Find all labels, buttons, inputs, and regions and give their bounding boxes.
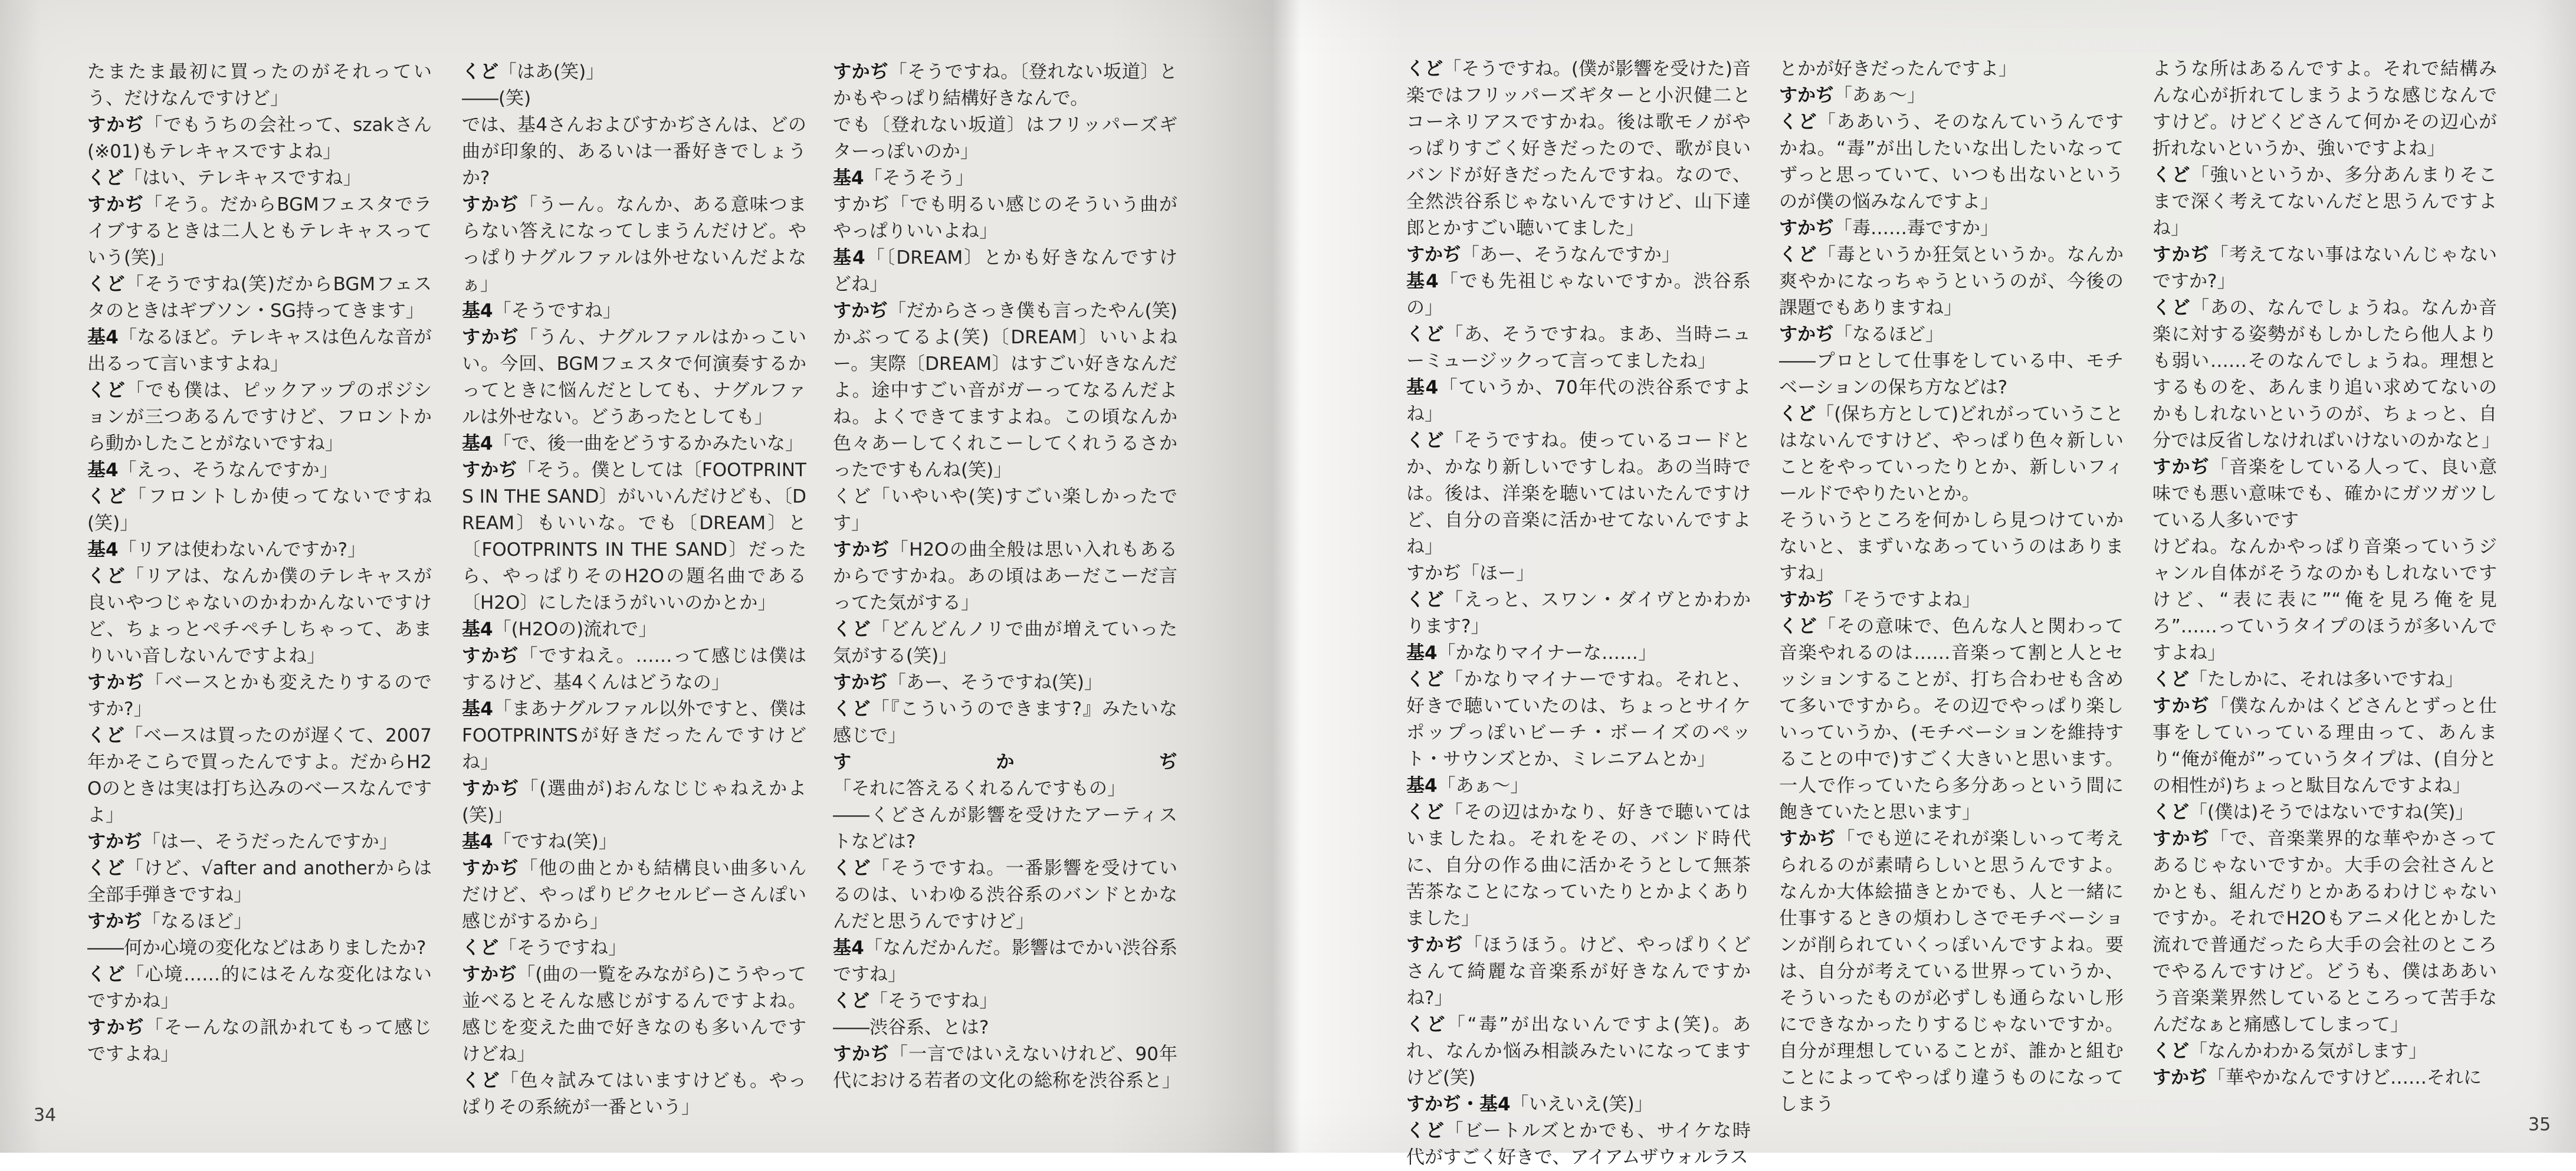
speaker-name: 基4 xyxy=(833,937,864,959)
text-column-right-2 xyxy=(1779,56,2124,1118)
dialogue-paragraph: 基4「かなりマイナーな……」 xyxy=(1406,642,1656,664)
dialogue-paragraph: くど「はい、テレキャスですね」 xyxy=(87,168,362,189)
speaker-name: すかぢ xyxy=(462,460,517,481)
dialogue-paragraph: くど「心境……的にはそんな変化はないですかね」 xyxy=(87,964,432,1012)
dialogue-paragraph: くど「たしかに、それは多いですね」 xyxy=(2152,669,2463,690)
speaker-name: くど xyxy=(1406,324,1445,345)
interviewer-line: ――くどさんが影響を受けたアーティストなどは? xyxy=(833,805,1177,852)
dialogue-paragraph: すかぢ「うーん。なんか、ある意味つまらない答えになってしまうんだけど。やっぱりナグルファルは外せないんだよなぁ」 xyxy=(462,194,807,295)
speaker-name: くど xyxy=(2152,1041,2189,1062)
speaker-name: くど xyxy=(2152,669,2189,690)
dialogue-paragraph: くど「フロントしか使ってないですね(笑)」 xyxy=(87,486,432,534)
speaker-name: すかぢ xyxy=(2152,244,2210,265)
dialogue-paragraph: くど「リアは、なんか僕のテレキャスが良いやつじゃないのかわかんないですけど、ちょっとペチペチしちゃって、あまりいい音しないんですよね」 xyxy=(87,566,432,667)
dialogue-paragraph: すかぢ「それに答えるくれるんですもの」 xyxy=(833,752,1177,799)
interviewer-line: ――何か心境の変化などはありましたか? xyxy=(87,937,426,959)
speaker-name: すかぢ xyxy=(1406,563,1461,584)
dialogue-paragraph: すかぢ「(曲の一覧をみながら)こうやって並べるとそんな感じがするんですよね。感じを変えた曲で好きなのも多いんですけどね」 xyxy=(462,964,807,1065)
dialogue-paragraph: すかぢ「ベースとかも変えたりするのですか?」 xyxy=(87,672,432,720)
speaker-name: すかぢ xyxy=(87,672,145,693)
speaker-name: すかぢ xyxy=(87,1017,145,1038)
speaker-name: くど xyxy=(87,168,124,189)
continuation-paragraph: そういうところを何かしら見つけていかないと、まずいなあっていうのはありますね」 xyxy=(1779,510,2124,584)
speaker-name: すかぢ xyxy=(833,300,888,322)
dialogue-paragraph: くど「その辺はかなり、好きで聴いてはいましたね。それをその、バンド時代に、自分の作る曲に活かそうとして無茶苦茶なことになっていたりとかよくありました」 xyxy=(1406,802,1751,929)
dialogue-paragraph: くど「そうですね。(僕が影響を受けた)音楽ではフリッパーズギターと小沢健二とコーネリアスですかね。後は歌モノがやっぱりすごく好きだったので、歌が良いバンドが好きだったんですね。なので、全然渋谷系じゃないんですけど、山下達郎とかすごい聴いてました」 xyxy=(1406,58,1751,239)
dialogue-paragraph: すかぢ「ほー」 xyxy=(1406,563,1534,584)
speaker-name: くど xyxy=(833,858,872,879)
speaker-name: すかぢ xyxy=(87,911,142,932)
dialogue-paragraph: すかぢ「なるほど」 xyxy=(1779,324,1944,345)
dialogue-paragraph: くど「ビートルズとかでも、サイケな時代がすごく好きで、アイアムザウォルラス xyxy=(1406,1120,1751,1168)
speaker-name: 基4 xyxy=(1406,377,1439,398)
speaker-name: 基4 xyxy=(1406,642,1438,664)
speaker-name: くど xyxy=(462,61,498,83)
speaker-name: すかぢ xyxy=(1779,85,1834,106)
dialogue-paragraph: くど「(保ち方として)どれがっていうことはないんですけど、やっぱり色々新しいことをやっていったりとか、新しいフィールドでやりたいとか。 xyxy=(1779,404,2124,504)
dialogue-paragraph: 基4「で、後一曲をどうするかみたいな」 xyxy=(462,433,803,454)
dialogue-paragraph: くど「(僕は)そうではないですね(笑)」 xyxy=(2152,802,2474,823)
dialogue-paragraph: くど「そうですね。一番影響を受けているのは、いわゆる渋谷系のバンドとかなんだと思うんですけど」 xyxy=(833,858,1178,932)
dialogue-paragraph: 基4「ですね(笑)」 xyxy=(462,831,617,852)
speaker-name: すかぢ xyxy=(462,645,520,667)
speaker-name: すかぢ xyxy=(833,539,890,560)
dialogue-paragraph: くど「ベースは買ったのが遅くて、2007年かそこらで買ったんですよ。だからH2Oのときは実は打ち込みのベースなんですよ」 xyxy=(87,725,432,826)
speaker-name: くど xyxy=(1406,669,1445,690)
dialogue-paragraph: 基4「まあナグルファル以外ですと、僕はFOOTPRINTSが好きだったんですけどね」 xyxy=(462,698,806,773)
speaker-name: すかぢ xyxy=(2152,1067,2207,1088)
speaker-name: すかぢ xyxy=(462,858,520,879)
dialogue-paragraph: くど「ああいう、そのなんていうんですかね。“毒”が出したいな出したいなってずっと思っていて、いつも出ないというのが僕の悩みなんですよ」 xyxy=(1779,111,2124,212)
speaker-name: くど xyxy=(1779,404,1816,425)
speaker-name: くど xyxy=(462,937,498,959)
dialogue-paragraph: くど「あの、なんでしょうね。なんか音楽に対する姿勢がもしかしたら他人よりも弱い……そのなんでしょうね。理想とするものを、あんまり追い求めてないのかもしれないというのが、ちょっと、自分では反省しなければいけないのかなと」 xyxy=(2152,297,2500,451)
continuation-paragraph: でも〔登れない坂道〕はフリッパーズギターっぽいのか」 xyxy=(833,114,1177,162)
speaker-name: すかぢ xyxy=(87,194,145,215)
dialogue-paragraph: くど「そうですね。使っているコードとか、かなり新しいですしね。あの当時では。後は、洋楽を聴いてはいたんですけど、自分の音楽に活かせてないんですよね」 xyxy=(1406,430,1751,557)
dialogue-paragraph: くど「かなりマイナーですね。それと、好きで聴いていたのは、ちょっとサイケポップっぽいビーチ・ボーイズのペット・サウンズとか、ミレニアムとか」 xyxy=(1406,669,1751,770)
dialogue-paragraph: 基4「そうそう」 xyxy=(833,168,974,189)
text-column-left-3 xyxy=(833,59,1180,1094)
dialogue-paragraph: すかぢ「あぁ〜」 xyxy=(1779,85,1925,106)
speaker-name: くど xyxy=(87,964,126,985)
speaker-name: すかぢ xyxy=(462,778,520,799)
dialogue-paragraph: くど「そうですね」 xyxy=(833,990,997,1012)
dialogue-paragraph: すかぢ「なるほど」 xyxy=(87,911,252,932)
speaker-name: くど xyxy=(1406,430,1445,451)
speaker-name: すかぢ xyxy=(1779,589,1834,611)
dialogue-paragraph: すかぢ「他の曲とかも結構良い曲多いんだけど、やっぱりピクセルビーさんぽい感じがするから」 xyxy=(462,858,807,932)
dialogue-paragraph: すかぢ「でもうちの会社って、szakさん(※01)もテレキャスですよね」 xyxy=(87,114,432,162)
speaker-name: すかぢ xyxy=(87,831,142,852)
speaker-name: すかぢ xyxy=(833,752,1177,773)
dialogue-paragraph: くど「そうですね」 xyxy=(462,937,626,959)
dialogue-paragraph: すかぢ「でも逆にそれが楽しいって考えられるのが素晴らしいと思うんですよ。なんか大体絵描きとかでも、人と一緒に仕事するときの煩わしさでモチベーションが削られていくっぽいんですよね。要は、自分が考えている世界っていうか、そういったものが必ずしも通らないし形にできなかったりするじゃないですか。自分が理想していることが、誰かと組むことによってやっぱり違うものになってしまう xyxy=(1779,828,2124,1115)
dialogue-paragraph: くど「あ、そうですね。まあ、当時ニューミュージックって言ってましたね」 xyxy=(1406,324,1751,372)
speaker-name: くど xyxy=(1406,802,1445,823)
speaker-name: すかぢ xyxy=(87,114,145,136)
dialogue-paragraph: くど「“毒”が出ないんですよ(笑)。あれ、なんか悩み相談みたいになってますけど(笑) xyxy=(1406,1014,1751,1088)
speaker-name: すかぢ xyxy=(1779,828,1837,849)
speaker-name: くど xyxy=(833,990,869,1012)
interviewer-line: ――(笑) xyxy=(462,88,531,109)
speaker-name: くど xyxy=(87,566,126,587)
dialogue-paragraph: すかぢ「毒……毒ですか」 xyxy=(1779,218,1999,239)
continuation-paragraph: たまたま最初に買ったのがそれっていう、だけなんですけど」 xyxy=(87,61,432,109)
dialogue-paragraph: すかぢ「そうですね。〔登れない坂道〕とかもやっぱり結構好きなんで。 xyxy=(833,61,1177,109)
dialogue-paragraph: 基4「ていうか、70年代の渋谷系ですよね」 xyxy=(1406,377,1751,425)
speaker-name: くど xyxy=(87,858,126,879)
dialogue-paragraph: 基4「〔DREAM〕とかも好きなんですけどね」 xyxy=(833,247,1177,295)
speaker-name: くど xyxy=(1406,589,1445,611)
dialogue-paragraph: すかぢ「音楽をしている人って、良い意味でも悪い意味でも、確かにガツガツしている人多いです xyxy=(2152,457,2497,531)
speaker-name: 基4 xyxy=(462,698,493,720)
speaker-name: 基4 xyxy=(1406,271,1439,292)
speaker-name: 基4 xyxy=(462,619,493,640)
dialogue-paragraph: くど「えっと、スワン・ダイヴとかわかります?」 xyxy=(1406,589,1751,637)
dialogue-paragraph: 基4「そうですね」 xyxy=(462,300,621,322)
continuation-paragraph: けどね。なんかやっぱり音楽っていうジャンル自体がそうなのかもしれないですけど、“表に表に”“俺を見ろ俺を見ろ”……っていうタイプのほうが多いんですよね」 xyxy=(2152,536,2497,664)
dialogue-paragraph: すかぢ「(選曲が)おんなじじゃねえかよ(笑)」 xyxy=(462,778,806,826)
speaker-name: くど xyxy=(833,486,872,507)
speaker-name: くど xyxy=(1406,1014,1447,1035)
dialogue-paragraph: すかぢ「あー、そうですね(笑)」 xyxy=(833,672,1102,693)
text-column-right-3 xyxy=(2152,56,2500,1091)
dialogue-paragraph: くど「そうですね(笑)だからBGMフェスタのときはギブソン・SG持ってきます」 xyxy=(87,274,432,322)
dialogue-paragraph: すかぢ「だからさっき僕も言ったやん(笑)かぶってるよ(笑)〔DREAM〕いいよねー。実際〔DREAM〕はすごい好きなんだよ。途中すごい音がガーってなるんだよね。よくできてますよね。この頃なんか色々あーしてくれこーしてくれうるさかったですもんね(笑)」 xyxy=(833,300,1178,481)
speaker-name: くど xyxy=(1779,616,1818,637)
speaker-name: すかぢ・基4 xyxy=(1406,1094,1511,1115)
dialogue-paragraph: くど「でも僕は、ピックアップのポジションが三つあるんですけど、フロントから動かしたことがないですね」 xyxy=(87,380,432,454)
dialogue-paragraph: くど「毒というか狂気というか。なんか爽やかになっちゃうというのが、今後の課題でもありますね」 xyxy=(1779,244,2124,319)
dialogue-paragraph: すかぢ「ですねえ。……って感じは僕はするけど、基4くんはどうなの」 xyxy=(462,645,807,693)
dialogue-paragraph: くど「けど、√after and anotherからは全部手弾きですね」 xyxy=(87,858,432,906)
speaker-name: すかぢ xyxy=(1406,934,1464,956)
dialogue-paragraph: すかぢ「一言ではいえないけれど、90年代における若者の文化の総称を渋谷系と」 xyxy=(833,1044,1180,1091)
speaker-name: 基4 xyxy=(462,831,493,852)
speaker-name: くど xyxy=(1406,1120,1445,1142)
speaker-name: 基4 xyxy=(87,460,119,481)
interviewer-line: ――渋谷系、とは? xyxy=(833,1017,989,1038)
dialogue-paragraph: すかぢ「で、音楽業界的な華やかさってあるじゃないですか。大手の会社さんとかとも、組んだりとかあるわけじゃないですか。それでH2Oもアニメ化とかした流れで普通だったら大手の会社のところでやるんですけど。どうも、僕はああいう音楽業界然しているところって苦手なんだなぁと痛感してしまって」 xyxy=(2152,828,2497,1035)
dialogue-paragraph: すかぢ「あー、そうなんですか」 xyxy=(1406,244,1680,265)
dialogue-paragraph: 基4「なるほど。テレキャスは色んな音が出るって言いますよね」 xyxy=(87,327,432,375)
speaker-name: すかぢ xyxy=(1779,218,1834,239)
speaker-name: くど xyxy=(833,698,871,720)
speaker-name: すかぢ xyxy=(462,964,517,985)
speaker-name: 基4 xyxy=(462,433,493,454)
speaker-name: くど xyxy=(2152,297,2191,319)
dialogue-paragraph: くど「どんどんノリで曲が増えていった気がする(笑)」 xyxy=(833,619,1178,667)
speaker-name: すかぢ xyxy=(1406,244,1461,265)
dialogue-paragraph: すかぢ「そーんなの訊かれてもって感じですよね」 xyxy=(87,1017,432,1065)
speaker-name: 基4 xyxy=(462,300,493,322)
speaker-name: 基4 xyxy=(1406,775,1438,796)
dialogue-paragraph: 基4「なんだかんだ。影響はでかい渋谷系ですね」 xyxy=(833,937,1178,985)
speaker-name: くど xyxy=(87,274,126,295)
continuation-paragraph: ような所はあるんですよ。それで結構みんな心が折れてしまうような感じなんですけど。けどくどさんて何かその辺心が折れないというか、強いですよね」 xyxy=(2152,58,2497,159)
speaker-name: すかぢ xyxy=(2152,696,2210,717)
speaker-name: くど xyxy=(1779,244,1818,265)
speaker-name: くど xyxy=(462,1070,501,1091)
dialogue-paragraph: すかぢ「うん、ナグルファルはかっこいい。今回、BGMフェスタで何演奏するかってときに悩んだとしても、ナグルファルは外せない。どうあったとしても」 xyxy=(462,327,807,428)
text-column-left-2 xyxy=(462,59,806,1121)
speaker-name: すかぢ xyxy=(462,194,520,215)
dialogue-paragraph: 基4「でも先祖じゃないですか。渋谷系の」 xyxy=(1406,271,1751,319)
dialogue-paragraph: すかぢ・基4「いえいえ(笑)」 xyxy=(1406,1094,1653,1115)
speaker-name: すかぢ xyxy=(462,327,520,348)
speaker-name: 基4 xyxy=(833,168,864,189)
dialogue-paragraph: すかぢ「そう。僕としては〔FOOTPRINTS IN THE SAND〕がいいんだけども、〔DREAM〕もいいな。でも〔DREAM〕と〔FOOTPRINTS IN THE SAND〕だったら、やっぱりそのH2Oの題名曲である〔H2O〕にしたほうがいいのかとか」 xyxy=(462,460,806,614)
interviewer-line: ――プロとして仕事をしている中、モチベーションの保ち方などは? xyxy=(1779,350,2124,398)
page-number-left: 34 xyxy=(34,1105,57,1126)
dialogue-paragraph: 基4「あぁ〜」 xyxy=(1406,775,1529,796)
speaker-name: 基4 xyxy=(87,539,119,560)
text-column-left-1 xyxy=(87,59,432,1068)
dialogue-paragraph: すかぢ「でも明るい感じのそういう曲がやっぱりいいよね」 xyxy=(833,194,1178,242)
page-number-right: 35 xyxy=(2528,1114,2551,1135)
speaker-name: すかぢ xyxy=(2152,828,2210,849)
speaker-name: 基4 xyxy=(833,247,865,268)
speaker-name: くど xyxy=(2152,165,2191,186)
dialogue-paragraph: すかぢ「ほうほう。けど、やっぱりくどさんて綺麗な音楽系が好きなんですかね?」 xyxy=(1406,934,1751,1009)
dialogue-paragraph: すかぢ「H2Oの曲全般は思い入れもあるからですかね。あの頃はあーだこーだ言ってた気がする」 xyxy=(833,539,1177,614)
speaker-name: すかぢ xyxy=(833,672,888,693)
text-column-right-1 xyxy=(1406,56,1751,1171)
dialogue-paragraph: くど「強いというか、多分あんまりそこまで深く考えてないんだと思うんですよね」 xyxy=(2152,165,2498,239)
dialogue-paragraph: くど「色々試みてはいますけども。やっぱりその系統が一番という」 xyxy=(462,1070,807,1118)
dialogue-paragraph: くど「『こういうのできます?』みたいな感じで」 xyxy=(833,698,1178,746)
speaker-name: すかぢ xyxy=(2152,457,2210,478)
dialogue-paragraph: 基4「リアは使わないんですか?」 xyxy=(87,539,366,560)
speaker-name: くど xyxy=(1406,58,1443,80)
speaker-name: 基4 xyxy=(87,327,119,348)
dialogue-paragraph: すかぢ「考えてない事はないんじゃないですか?」 xyxy=(2152,244,2498,292)
dialogue-paragraph: すかぢ「はー、そうだったんですか」 xyxy=(87,831,398,852)
speaker-name: くど xyxy=(2152,802,2189,823)
dialogue-paragraph: すかぢ「僕なんかはくどさんとずっと仕事をしていっている理由って、あんまり“俺が俺が”っていうタイプは、(自分との相性が)ちょっと駄目なんですよね」 xyxy=(2152,696,2498,796)
speaker-name: くど xyxy=(833,619,872,640)
speaker-name: すかぢ xyxy=(833,61,889,83)
speaker-name: すかぢ xyxy=(833,1044,890,1065)
continuation-paragraph: とかが好きだったんですよ」 xyxy=(1779,58,2017,80)
dialogue-paragraph: くど「その意味で、色んな人と関わって音楽やれるのは……音楽って割と人とセッションすることが、打ち合わせも含めて多いですから。その辺でやっぱり楽しいっていうか、(モチベーションを維持することの中で)すごく大きいと思います。一人で作っていたら多分あっという間に飽きていたと思います」 xyxy=(1779,616,2124,823)
speaker-name: くど xyxy=(1779,111,1818,133)
dialogue-paragraph: 基4「えっ、そうなんですか」 xyxy=(87,460,338,481)
speaker-name: すかぢ xyxy=(833,194,891,215)
speaker-name: くど xyxy=(87,380,126,401)
dialogue-paragraph: くど「いやいや(笑)すごい楽しかったです」 xyxy=(833,486,1178,534)
dialogue-paragraph: すかぢ「華やかなんですけど……それに xyxy=(2152,1067,2482,1088)
speaker-name: くど xyxy=(87,725,125,746)
dialogue-paragraph: すかぢ「そうですよね」 xyxy=(1779,589,1980,611)
speaker-name: くど xyxy=(87,486,129,507)
continuation-paragraph: では、基4さんおよびすかぢさんは、どの曲が印象的、あるいは一番好きでしょうか? xyxy=(462,114,806,189)
dialogue-paragraph: くど「なんかわかる気がします」 xyxy=(2152,1041,2427,1062)
dialogue-paragraph: くど「はあ(笑)」 xyxy=(462,61,605,83)
dialogue-paragraph: すかぢ「そう。だからBGMフェスタでライブするときは二人ともテレキャスっていう(笑)」 xyxy=(87,194,432,268)
speaker-name: すかぢ xyxy=(1779,324,1834,345)
dialogue-paragraph: 基4「(H2Oの)流れで」 xyxy=(462,619,657,640)
